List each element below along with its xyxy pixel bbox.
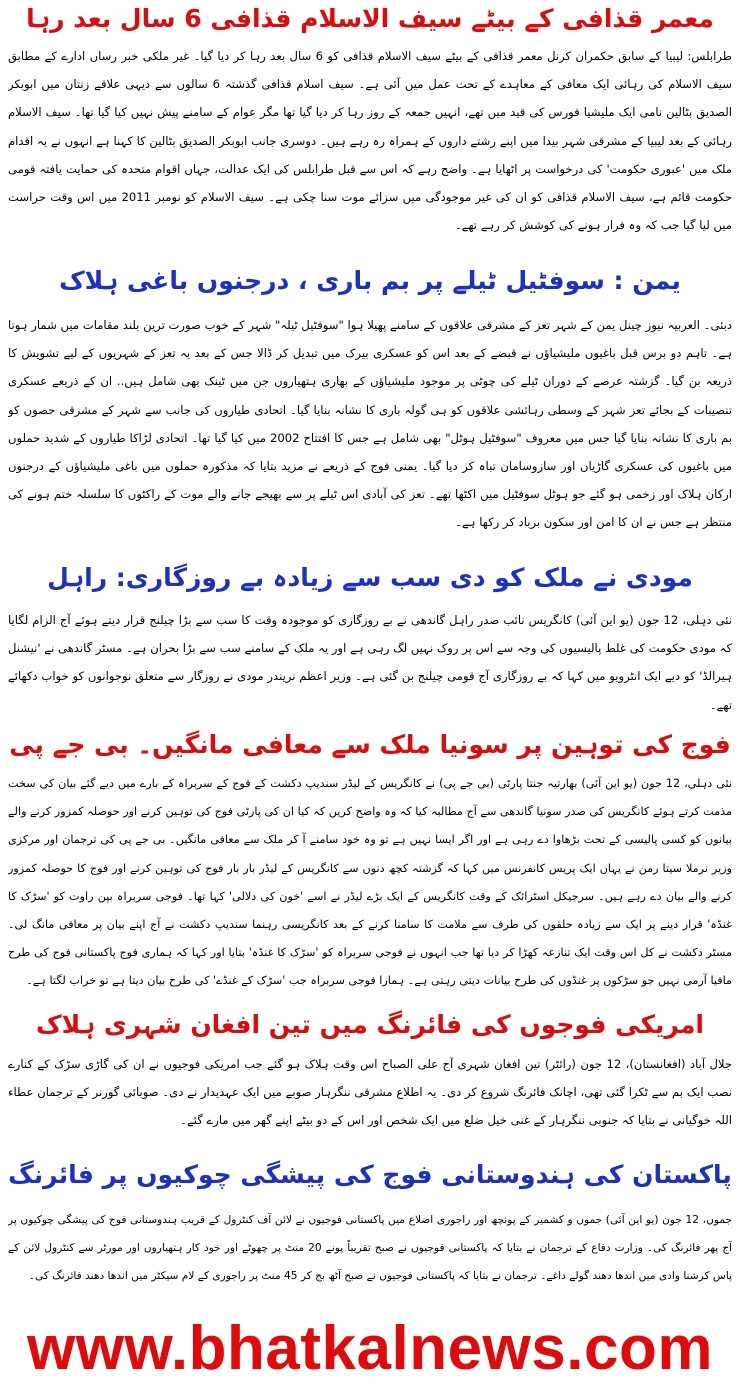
headline-pakistan-firing: پاکستان کی ہندوستانی فوج کی پیشگی چوکیوں پر فائرنگ: [8, 1160, 732, 1189]
headline-modi-unemployment: مودی نے ملک کو دی سب سے زیادہ بے روزگاری: راہل: [47, 563, 693, 592]
article-body-bjp-sonia: نئی دہلی، 12 جون (یو این آئی) بھارتیہ جنتا پارٹی (بی جے پی) نے کانگریس کے لیڈر سندیپ دکشت کے فوج کے سربراہ کے بارے میں دیے گئے بیان کی سخت مذمت کرتے ہوئے کانگریس کی صدر سونیا گاندھی سے آج مطالبہ کیا کہ وہ واضح کریں کہ کیا ان کی پارٹی فوج کی توہین کرنے اور حوصلہ کمزور کرنے والے بیانوں کو کسی پالیسی کے تحت بڑھاوا دے رہی ہے اور اگر ایسا نہیں ہے تو وہ خود سامنے آ کر ملک سے معافی مانگیں۔ بی جے پی کی ترجمان اور مرکزی وزیر نرملا سیتا رمن نے یہاں ایک پریس کانفرنس میں کہا کہ گزشتہ کچھ دنوں سے کانگریس کے لیڈر بار بار فوج کی توہین کرنے اور فوج کا حوصلہ کمزور کرنے والے بیان دے رہے ہیں۔ سرجیکل اسٹرائک کے وقت کانگریس کے ایک بڑے لیڈر نے اسے 'خون کی دلالی' کہا تھا۔ فوجی سربراہ بپن راوت کو 'سڑک کا غنڈہ' قرار دینے پر ایک سے زیادہ حلقوں کی طرف سے ملامت کا سامنا کرنے کے بعد کانگریسی رہنما سندیپ دکشت نے آج اپنے بیان پر معافی مانگ لی۔ مسٹر دکشت نے کل اس وقت ایک تنازعہ کھڑا کر دیا تھا جب انہوں نے فوجی سربراہ کو 'سڑک کا غنڈہ' بتایا اور کہا کہ ہماری فوج پاکستانی فوج کی طرح مافیا آرمی نہیں جو سڑکوں پر غنڈوں کی طرح بیانات دیتی رہتی ہے۔ ہمارا فوجی سربراہ جب 'سڑک کے غنڈے' کی طرح بیان دیتا ہے تو خراب لگتا ہے۔: [8, 777, 732, 988]
headline-afghan-civilians: امریکی فوجوں کی فائرنگ میں تین افغان شہری ہلاک: [35, 1010, 704, 1039]
article-body-qaddafi: طرابلس: لیبیا کے سابق حکمران کرنل معمر قذافی کے بیٹے سیف الاسلام قذافی کو 6 سال بعد رہا کر دیا گیا۔ غیر ملکی خبر رساں ادارے کے مطابق سیف الاسلام کی رہائی ایک معافی کے معاہدے کے تحت عمل میں آئی ہے۔ سیف اسلام قذافی گذشتہ 6 سالوں سے دیہی علاقے زنتان میں ابوبکر الصدیق بٹالین نامی ایک ملیشیا فورس کی قید میں تھے، انہیں جمعہ کے روز رہا کر دیا گیا تھا مگر عوام کے سامنے پیش نہیں کیا گیا تھا۔ سیف الاسلام رہائی کے بعد لیبیا کے مشرقی شہر بیدا میں اپنے رشتے داروں کے ہمراہ رہ رہے ہیں۔ دوسری جانب ابوبکر الصدیق بٹالین کا کہنا ہے انہوں نے یہ اقدام ملک میں 'عبوری حکومت' کی درخواست پر اٹھایا ہے۔ واضح رہے کہ اس سے قبل طرابلس کی ایک عدالت، جہاں اقوام متحدہ کی حمایت یافتہ قومی حکومت قائم ہے، سیف الاسلام قذافی کو ان کی غیر موجودگی میں سزائے موت سنا چکی ہے۔ سیف الاسلام کو نومبر 2011 میں اس وقت حراست میں لیا گیا جب کہ وہ فرار ہونے کی کوشش کر رہے تھے۔: [8, 49, 732, 233]
article-body-afghan-civilians: جلال آباد (افغانستان)، 12 جون (رائٹر) تین افغان شہری آج علی الصباح اس وقت ہلاک ہو گئے جب امریکی فوجیوں نے ان کی گاڑی سڑک کے کنارے نصب ایک بم سے ٹکرا گئی تھی، اچانک فائرنگ شروع کر دی۔ یہ اطلاع مشرقی ننگرہار صوبے میں ایک عہدیدار نے دی۔ صوبائی گورنر کے ترجمان عطاء اللہ خوگیانی نے بتایا کہ جنوبی ننگرہار کے غنی خیل ضلع میں ایک شخص اور اس کے دو بیٹے اپنے گھر میں مارے گئے۔: [8, 1057, 732, 1128]
article-body-pakistan-firing: جموں، 12 جون (یو این آئی) جموں و کشمیر کے پونچھ اور راجوری اضلاع میں پاکستانی فوجیوں نے لائن آف کنٹرول کے قریب ہندوستانی فوج کی پیشگی چوکیوں پر آج پھر فائرنگ کی۔ وزارت دفاع کے ترجمان نے بتایا کہ پاکستانی فوجیوں نے صبح تقریباً پونے 20 منٹ پر چھوٹے اور خود کار ہتھیاروں اور مورٹر سے کنٹرول لائن کے پاس کرشنا وادی میں اندھا دھند گولے داغے۔ ترجمان نے بتایا کہ پاکستانی فوجیوں نے صبح آٹھ بج کر 45 منٹ پر راجوری کے لام سیکٹر میں اندھا دھند فائرنگ کی۔: [8, 1214, 732, 1283]
website-footer: www.bhatkalnews.com: [27, 1314, 713, 1383]
headline-yemen: یمن : سوفٹیل ٹیلے پر بم باری ، درجنوں باغی ہلاک: [59, 266, 681, 295]
headline-qaddafi: معمر قذافی کے بیٹے سیف الاسلام قذافی 6 سال بعد رہا: [26, 4, 714, 33]
article-body-modi-unemployment: نئی دہلی، 12 جون (یو این آئی) کانگریس نائب صدر راہل گاندھی نے بے روزگاری کو موجودہ وقت کا سب سے بڑا چیلنج قرار دیتے ہوئے آج الزام لگایا کہ مودی حکومت کی غلط پالیسیوں کی وجہ سے اس پر روک نہیں لگ رہی ہے اور یہ ملک کے سامنے سب سے بڑا بحران ہے۔ مسٹر گاندھی نے 'نیشنل ہیرالڈ' کو دیے ایک انٹرویو میں کہا کہ بے روزگاری آج قومی چیلنج بن گئی ہے۔ وزیر اعظم نریندر مودی نے روزگار سے متعلق نوجوانوں کو خواب دکھائے تھے۔: [8, 613, 732, 712]
article-body-yemen: دبئی۔ العربیہ نیوز چینل یمن کے شہر تعز کے مشرقی علاقوں کے سامنے پھیلا ہوا "سوفٹیل ٹیلہ" شہر کے خوب صورت ترین بلند مقامات میں شمار ہوتا ہے۔ تاہم دو برس قبل باغیوں ملیشیاؤں نے قبضے کے بعد اس کو عسکری بیرک میں تبدیل کر ڈالا جس کے بعد یہ تعز کے شہریوں کے لیے تشویش کا ذریعہ بن گیا۔ گزشتہ عرصے کے دوران ٹیلے کی چوٹی پر موجود ملیشیاؤں کے بھاری ہتھیاروں جن میں ٹینک بھی شامل ہیں.. ان کے ذریعے عسکری تنصیبات کے بجائے تعز شہر کے وسطی رہائشی علاقوں کو ہی گولہ باری کا نشانہ بنایا گیا۔ اتحادی طیاروں کی جانب سے شہر کے مشرقی حصوں کو بم باری کا نشانہ بنایا گیا جس میں معروف "سوفٹیل ہوٹل" بھی شامل ہے جس کا افتتاح 2002 میں کیا گیا تھا۔ اتحادی لڑاکا طیاروں کے شدید حملوں میں باغیوں کی عسکری گاڑیاں اور سازوسامان تباہ کر دیا گیا۔ یمنی فوج کے ذریعے نے مزید بتایا کہ مذکورہ حملوں میں باغی ملیشیاؤں کے درجنوں ارکان ہلاک اور زخمی ہو گئے جو ہوٹل سوفٹیل میں اکٹھا تھے۔ تعز کی آبادی اس ٹیلے پر سے بھیجے جانے والے موت کے راکٹوں کا سلسلہ ختم ہونے کی منتظر ہے جس نے ان کا امن اور سکون برباد کر رکھا ہے۔: [8, 318, 732, 530]
headline-bjp-sonia: فوج کی توہین پر سونیا ملک سے معافی مانگیں۔ بی جے پی: [9, 730, 731, 759]
